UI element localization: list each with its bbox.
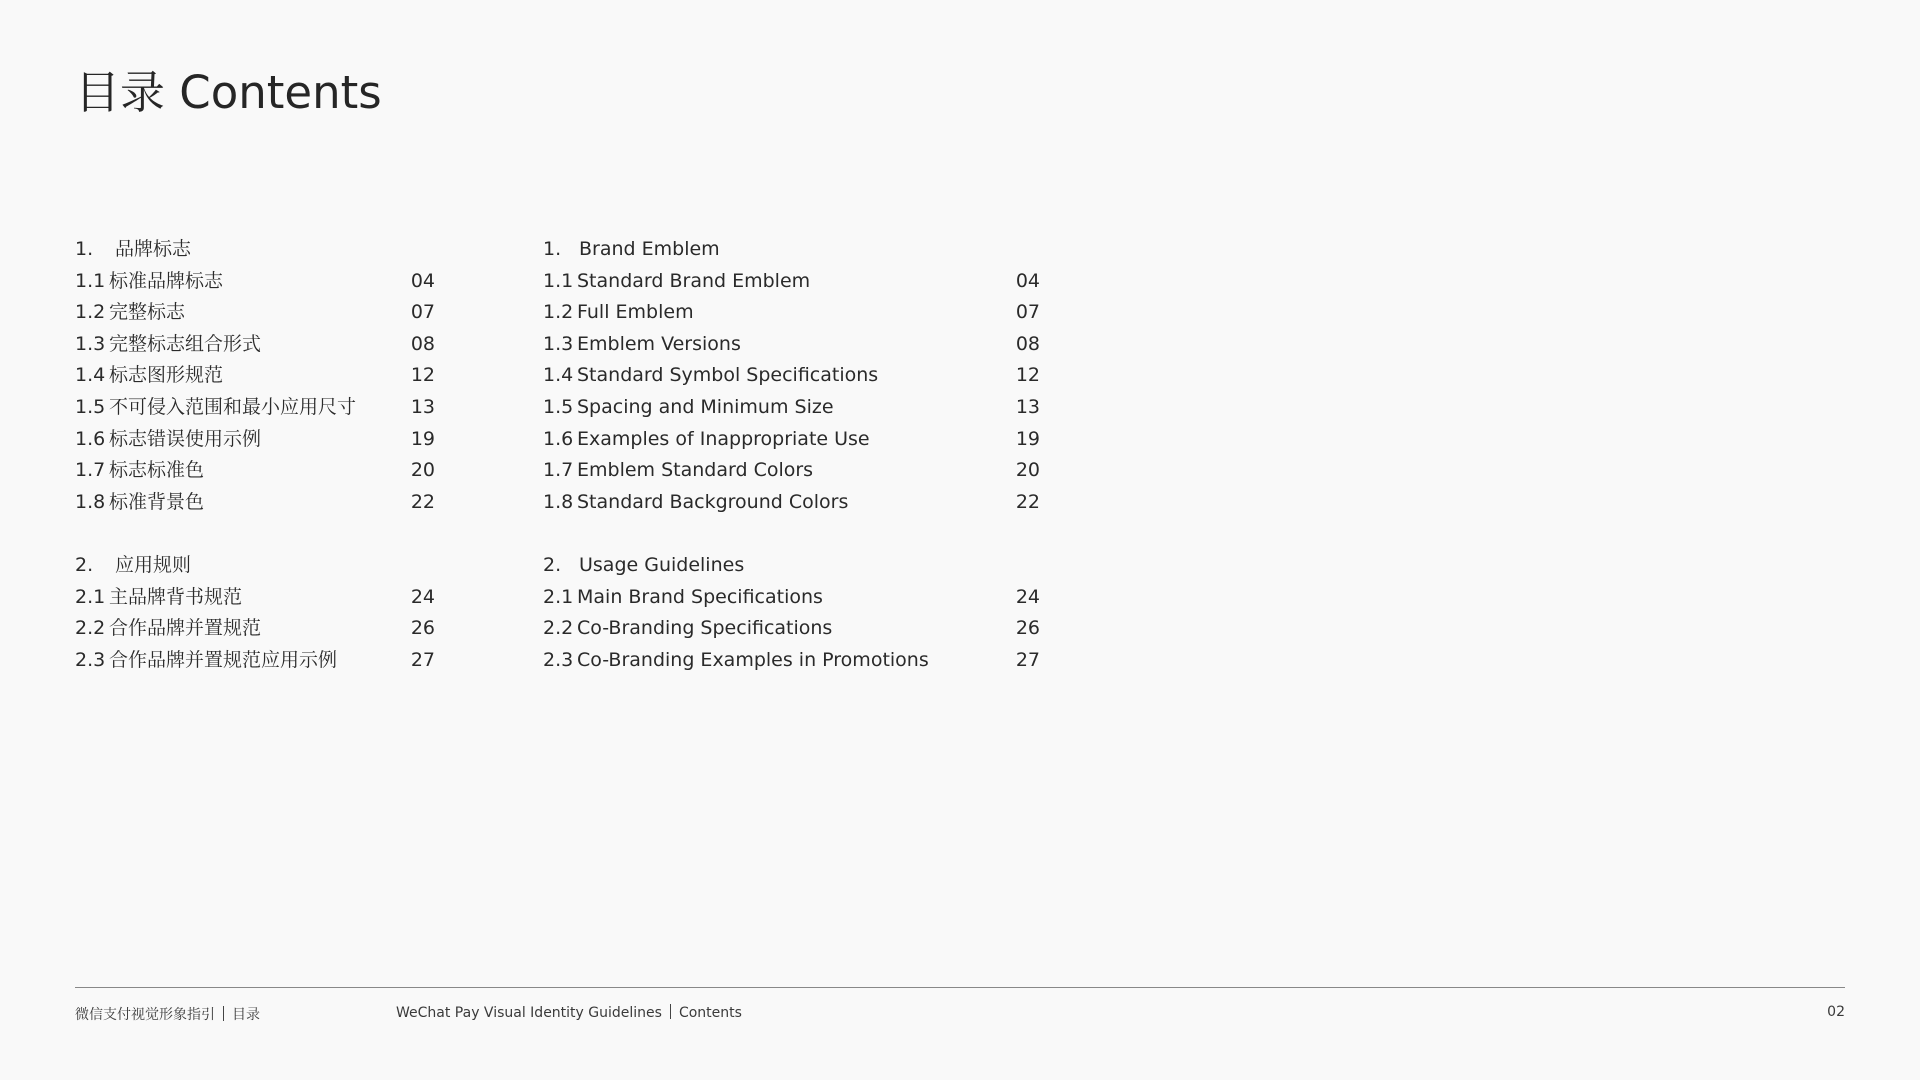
toc-number: 1. xyxy=(543,238,562,260)
toc-section-heading[interactable] xyxy=(543,234,1040,266)
toc-number: 1.5 xyxy=(75,395,106,418)
toc-number: 1.6 xyxy=(75,427,106,450)
toc-label: 标准品牌标志 xyxy=(109,269,224,292)
footer-page-number: 02 xyxy=(1827,1004,1845,1020)
toc-page-number: 04 xyxy=(1015,269,1040,292)
toc-label: Standard Background Colors xyxy=(577,490,849,513)
toc-column-english xyxy=(543,234,1040,676)
toc-page-number: 27 xyxy=(1015,648,1040,671)
toc-number: 2. xyxy=(543,553,562,576)
toc-label: 主品牌背书规范 xyxy=(109,585,243,608)
toc-section-2 xyxy=(543,550,1040,676)
toc-number: 1.1 xyxy=(543,269,574,292)
toc-section-1 xyxy=(543,234,1040,518)
toc-entry[interactable] xyxy=(75,613,435,645)
toc-label: Co-Branding Specifications xyxy=(577,617,833,640)
footer-section-zh: 目录 xyxy=(232,1007,260,1023)
footer-separator xyxy=(670,1004,671,1019)
toc-page-number: 22 xyxy=(1015,490,1040,513)
toc-entry[interactable] xyxy=(75,297,435,329)
toc-page-number: 04 xyxy=(410,269,435,292)
toc-entry[interactable] xyxy=(543,613,1040,645)
footer-separator xyxy=(223,1006,224,1021)
toc-entry[interactable] xyxy=(543,455,1040,487)
toc-number: 1.6 xyxy=(543,427,574,450)
toc-entry[interactable] xyxy=(543,424,1040,456)
page-title: 目录 Contents xyxy=(75,66,382,119)
toc-label: 标准背景色 xyxy=(109,490,205,513)
toc-page-number: 20 xyxy=(1015,459,1040,482)
toc-number: 1.7 xyxy=(543,459,574,482)
toc-page-number: 07 xyxy=(410,301,435,324)
toc-page-number: 12 xyxy=(1015,364,1040,387)
toc-number: 1. xyxy=(75,238,94,260)
toc-entry[interactable] xyxy=(543,392,1040,424)
toc-page-number: 13 xyxy=(1015,395,1040,418)
footer-section-en: Contents xyxy=(678,1005,742,1021)
toc-number: 2.1 xyxy=(543,585,574,608)
toc-number: 2.2 xyxy=(543,617,574,640)
toc-entry[interactable] xyxy=(543,645,1040,677)
footer-chinese-label xyxy=(75,1004,260,1024)
toc-page-number: 26 xyxy=(410,617,435,640)
toc-label: 应用规则 xyxy=(115,553,192,576)
toc-section-heading[interactable] xyxy=(75,234,435,266)
toc-number: 1.8 xyxy=(543,490,574,513)
toc-label: Spacing and Minimum Size xyxy=(577,395,834,418)
toc-section-heading[interactable] xyxy=(543,550,1040,582)
toc-label: 合作品牌并置规范应用示例 xyxy=(109,648,338,671)
toc-section-heading[interactable] xyxy=(75,550,435,582)
toc-number: 1.8 xyxy=(75,490,106,513)
toc-number: 1.4 xyxy=(75,364,106,387)
toc-number: 1.2 xyxy=(543,301,574,324)
footer-doc-title-zh: 微信支付视觉形象指引 xyxy=(75,1007,215,1023)
toc-page-number: 26 xyxy=(1015,617,1040,640)
toc-entry[interactable] xyxy=(75,455,435,487)
toc-page-number: 20 xyxy=(410,459,435,482)
toc-label: 品牌标志 xyxy=(115,238,192,260)
toc-label: Main Brand Specifications xyxy=(577,585,823,608)
toc-page-number: 19 xyxy=(1015,427,1040,450)
toc-entry[interactable] xyxy=(75,487,435,519)
toc-label: Full Emblem xyxy=(577,301,694,324)
toc-number: 1.1 xyxy=(75,269,106,292)
toc-entry[interactable] xyxy=(543,329,1040,361)
toc-page-number: 13 xyxy=(410,395,435,418)
toc-label: Examples of Inappropriate Use xyxy=(577,427,870,450)
toc-label: 标志图形规范 xyxy=(109,364,224,387)
toc-label: 完整标志 xyxy=(109,301,186,324)
toc-number: 2.3 xyxy=(543,648,574,671)
toc-label: Co-Branding Examples in Promotions xyxy=(577,648,929,671)
toc-label: 标志错误使用示例 xyxy=(109,427,262,450)
toc-number: 1.3 xyxy=(75,332,106,355)
toc-entry[interactable] xyxy=(543,297,1040,329)
toc-entry[interactable] xyxy=(75,582,435,614)
toc-label: Emblem Standard Colors xyxy=(577,459,814,482)
footer-english-label xyxy=(396,1004,742,1021)
toc-page-number: 08 xyxy=(1015,332,1040,355)
footer-divider xyxy=(75,987,1845,988)
toc-number: 1.5 xyxy=(543,395,574,418)
toc-label: Brand Emblem xyxy=(579,238,720,260)
toc-number: 2. xyxy=(75,553,94,576)
toc-entry[interactable] xyxy=(75,645,435,677)
footer-doc-title-en: WeChat Pay Visual Identity Guidelines xyxy=(396,1005,662,1021)
toc-column-chinese xyxy=(75,234,435,676)
toc-entry[interactable] xyxy=(543,582,1040,614)
toc-entry[interactable] xyxy=(543,487,1040,519)
toc-number: 1.4 xyxy=(543,364,574,387)
toc-entry[interactable] xyxy=(75,329,435,361)
toc-number: 2.1 xyxy=(75,585,106,608)
toc-entry[interactable] xyxy=(75,360,435,392)
toc-number: 2.3 xyxy=(75,648,106,671)
toc-entry[interactable] xyxy=(75,424,435,456)
toc-label: 标志标准色 xyxy=(109,459,205,482)
toc-page-number: 19 xyxy=(410,427,435,450)
toc-number: 1.2 xyxy=(75,301,106,324)
toc-label: Usage Guidelines xyxy=(579,553,745,576)
toc-entry[interactable] xyxy=(75,266,435,298)
toc-page-number: 24 xyxy=(410,585,435,608)
toc-page-number: 22 xyxy=(410,490,435,513)
toc-label: Standard Brand Emblem xyxy=(577,269,811,292)
toc-label: 完整标志组合形式 xyxy=(109,332,262,355)
toc-page-number: 08 xyxy=(410,332,435,355)
toc-number: 1.7 xyxy=(75,459,106,482)
toc-page-number: 12 xyxy=(410,364,435,387)
toc-entry[interactable] xyxy=(75,392,435,424)
toc-label: Emblem Versions xyxy=(577,332,741,355)
toc-entry[interactable] xyxy=(543,360,1040,392)
toc-number: 2.2 xyxy=(75,617,106,640)
toc-label: Standard Symbol Specifications xyxy=(577,364,879,387)
toc-entry[interactable] xyxy=(543,266,1040,298)
toc-page-number: 27 xyxy=(410,648,435,671)
toc-label: 不可侵入范围和最小应用尺寸 xyxy=(109,395,357,418)
toc-number: 1.3 xyxy=(543,332,574,355)
toc-section-1 xyxy=(75,234,435,518)
toc-page-number: 24 xyxy=(1015,585,1040,608)
toc-label: 合作品牌并置规范 xyxy=(109,617,262,640)
toc-section-2 xyxy=(75,550,435,676)
toc-page-number: 07 xyxy=(1015,301,1040,324)
